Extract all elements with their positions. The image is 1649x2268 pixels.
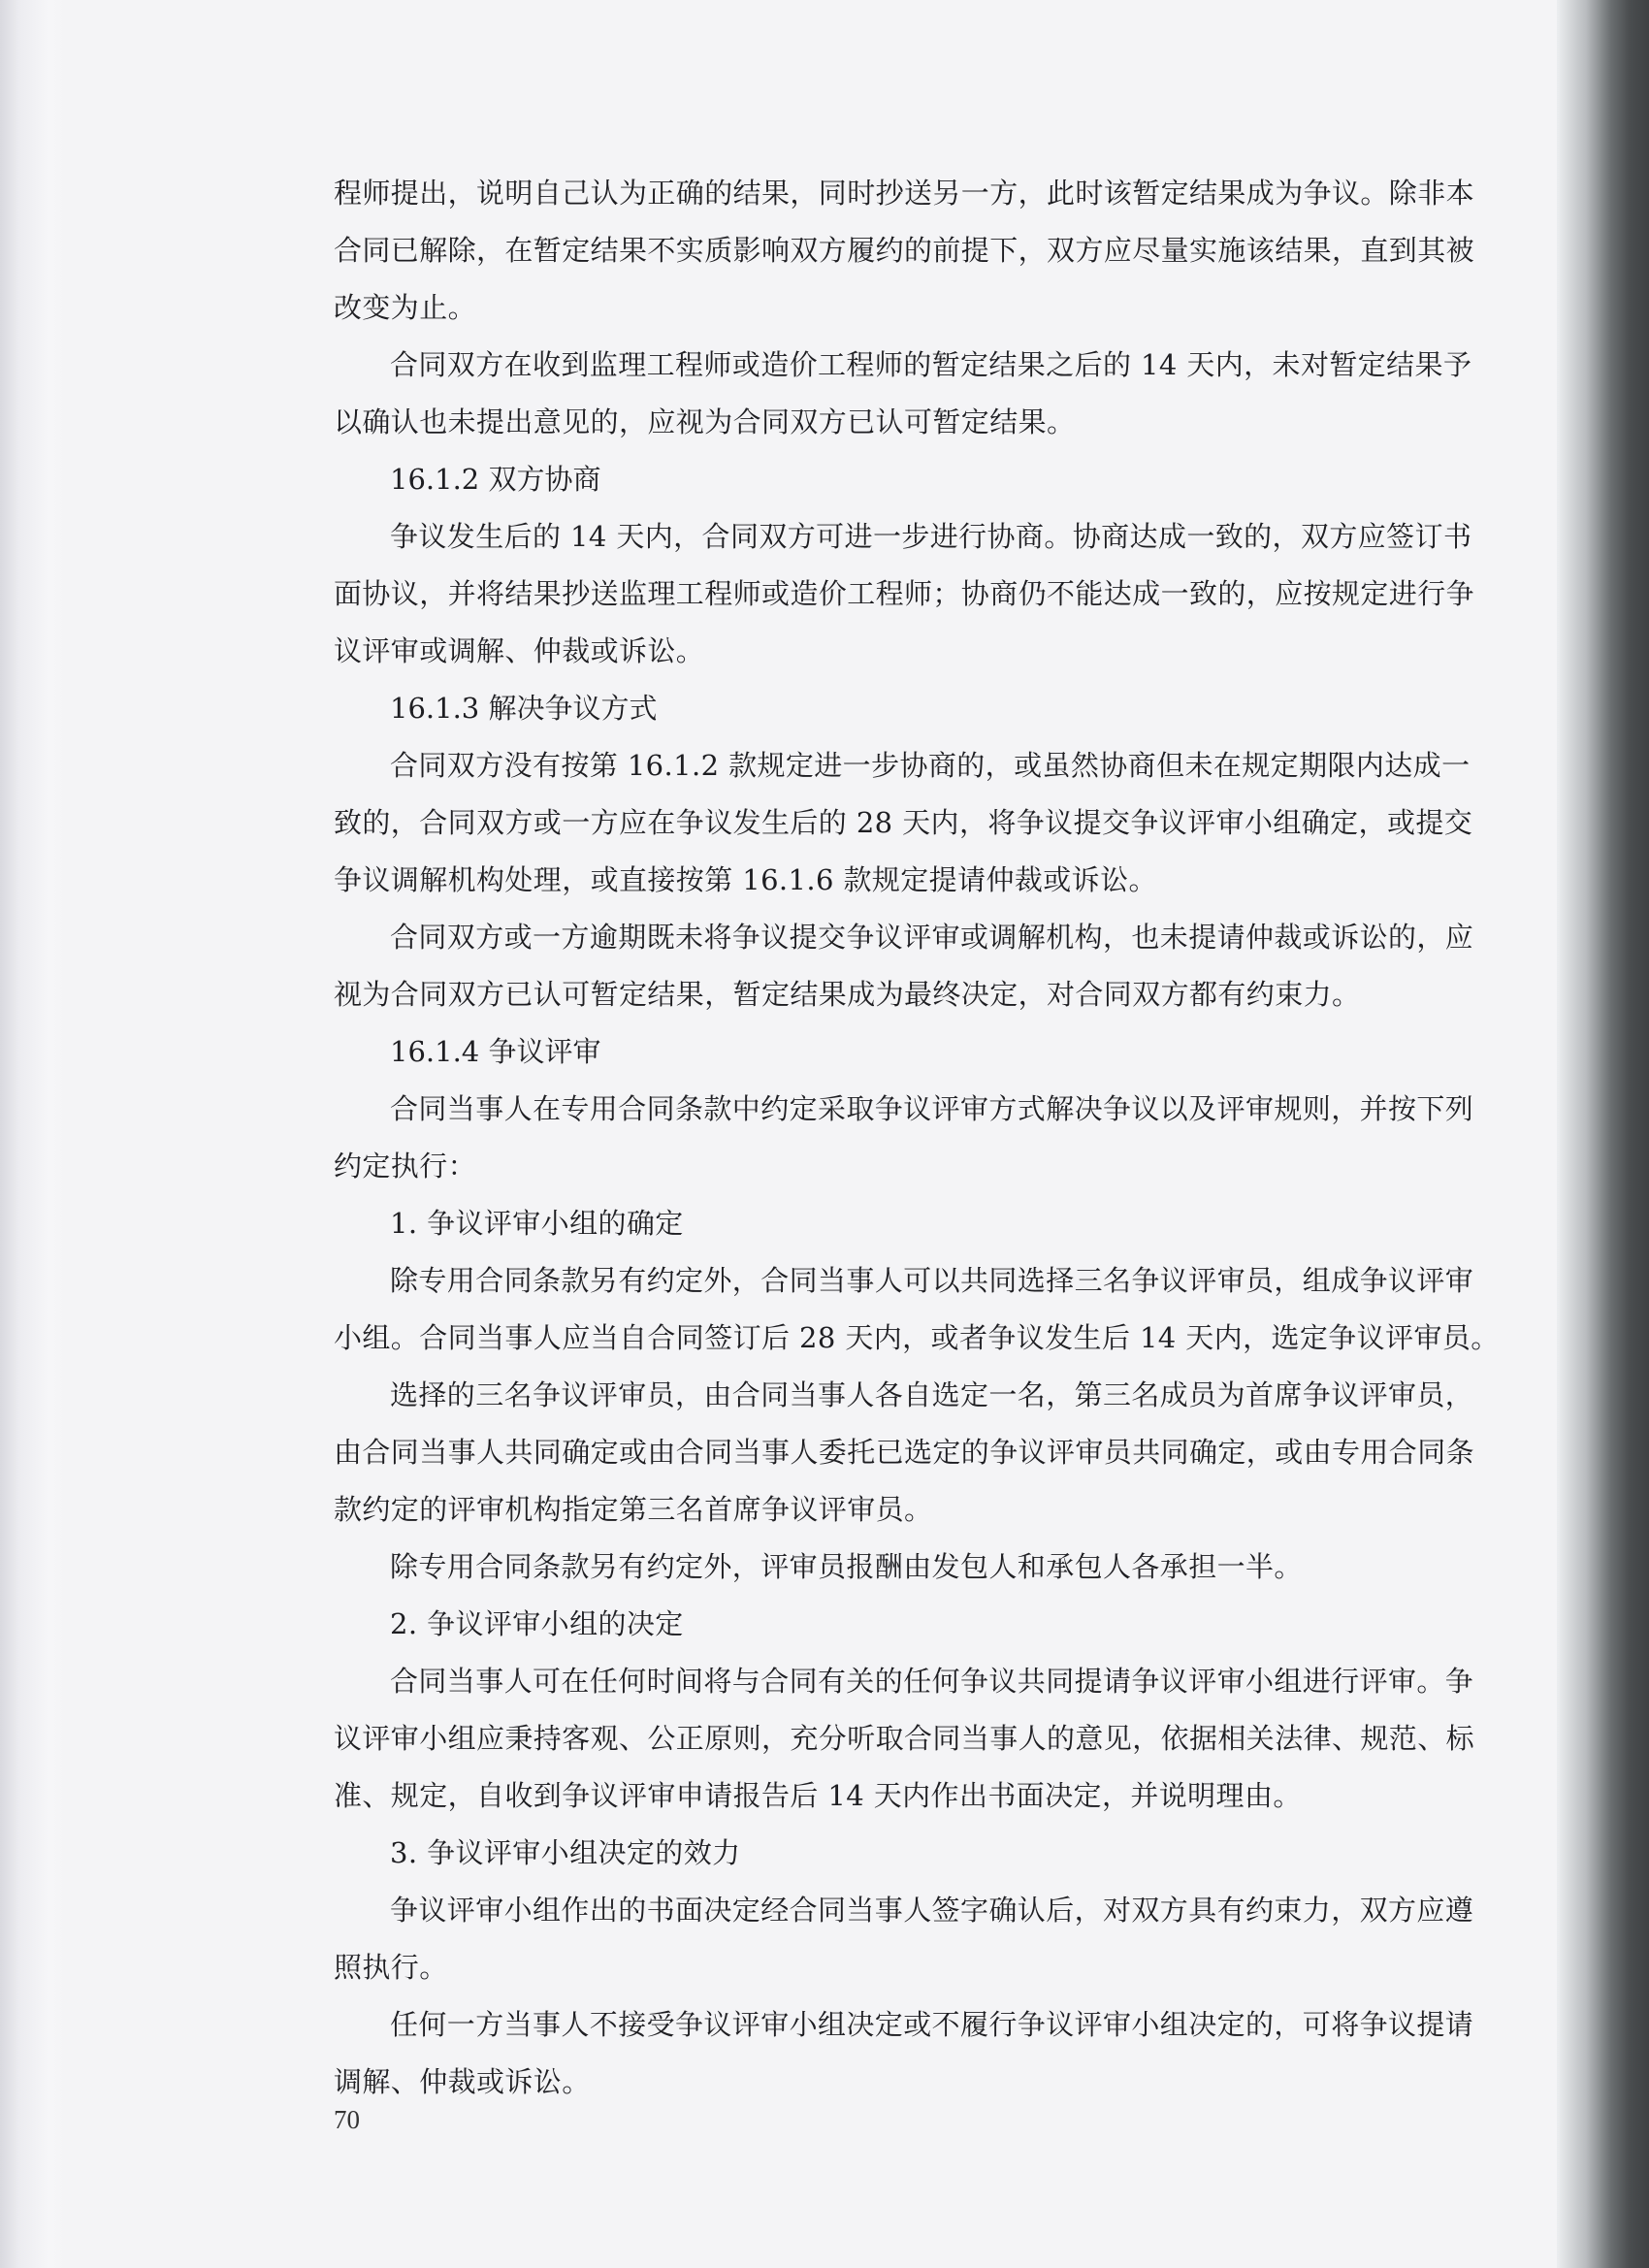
paragraph-line: 以确认也未提出意见的，应视为合同双方已认可暂定结果。 [334, 405, 1076, 438]
list-item-heading-3: 3. 争议评审小组决定的效力 [390, 1836, 741, 1869]
page-number: 70 [334, 2105, 360, 2134]
paragraph-line: 除专用合同条款另有约定外，合同当事人可以共同选择三名争议评审员，组成争议评审 [390, 1264, 1474, 1297]
paragraph-line: 争议调解机构处理，或直接按第 16.1.6 款规定提请仲裁或诉讼。 [334, 863, 1157, 896]
list-item-heading-1: 1. 争议评审小组的确定 [390, 1207, 684, 1240]
paragraph-line: 由合同当事人共同确定或由合同当事人委托已选定的争议评审员共同确定，或由专用合同条 [334, 1436, 1475, 1469]
paragraph-line: 合同当事人在专用合同条款中约定采取争议评审方式解决争议以及评审规则，并按下列 [390, 1092, 1474, 1125]
paragraph-line: 任何一方当事人不接受争议评审小组决定或不履行争议评审小组决定的，可将争议提请 [390, 2008, 1474, 2041]
scan-binding-shadow [1557, 0, 1649, 2268]
section-heading-16-1-4: 16.1.4 争议评审 [390, 1035, 601, 1068]
list-item-heading-2: 2. 争议评审小组的决定 [390, 1607, 684, 1640]
paragraph-line: 改变为止。 [334, 291, 477, 324]
paragraph-line: 合同双方在收到监理工程师或造价工程师的暂定结果之后的 14 天内，未对暂定结果予 [390, 348, 1472, 381]
document-body [334, 165, 1500, 2111]
paragraph-line: 合同双方没有按第 16.1.2 款规定进一步协商的，或虽然协商但未在规定期限内达成一 [390, 749, 1471, 782]
paragraph-line: 小组。合同当事人应当自合同签订后 28 天内，或者争议发生后 14 天内，选定争议评审员。 [334, 1321, 1500, 1354]
paragraph-line: 准、规定，自收到争议评审申请报告后 14 天内作出书面决定，并说明理由。 [334, 1779, 1302, 1812]
paragraph-line: 视为合同双方已认可暂定结果，暂定结果成为最终决定，对合同双方都有约束力。 [334, 978, 1361, 1011]
scan-left-edge [0, 0, 68, 2268]
paragraph-line: 致的，合同双方或一方应在争议发生后的 28 天内，将争议提交争议评审小组确定，或提交 [334, 806, 1473, 839]
paragraph-line: 争议发生后的 14 天内，合同双方可进一步进行协商。协商达成一致的，双方应签订书 [390, 520, 1472, 553]
paragraph-line: 照执行。 [334, 1951, 448, 1984]
paragraph-line: 调解、仲裁或诉讼。 [334, 2065, 591, 2098]
paragraph-line: 选择的三名争议评审员，由合同当事人各自选定一名，第三名成员为首席争议评审员， [390, 1378, 1474, 1411]
paragraph-line: 议评审或调解、仲裁或诉讼。 [334, 634, 705, 667]
paragraph-line: 约定执行： [334, 1150, 477, 1183]
section-heading-16-1-2: 16.1.2 双方协商 [390, 463, 601, 496]
paragraph-line: 议评审小组应秉持客观、公正原则，充分听取合同当事人的意见，依据相关法律、规范、标 [334, 1722, 1475, 1755]
paragraph-line: 合同双方或一方逾期既未将争议提交争议评审或调解机构，也未提请仲裁或诉讼的，应 [390, 921, 1474, 954]
paragraph-line: 合同已解除，在暂定结果不实质影响双方履约的前提下，双方应尽量实施该结果，直到其被 [334, 234, 1475, 267]
section-heading-16-1-3: 16.1.3 解决争议方式 [390, 692, 658, 725]
paragraph-line: 争议评审小组作出的书面决定经合同当事人签字确认后，对双方具有约束力，双方应遵 [390, 1894, 1474, 1927]
paragraph-line: 程师提出，说明自己认为正确的结果，同时抄送另一方，此时该暂定结果成为争议。除非本 [334, 177, 1475, 210]
paragraph-line: 除专用合同条款另有约定外，评审员报酬由发包人和承包人各承担一半。 [390, 1550, 1303, 1583]
paragraph-line: 面协议，并将结果抄送监理工程师或造价工程师；协商仍不能达成一致的，应按规定进行争 [334, 577, 1475, 610]
paragraph-line: 合同当事人可在任何时间将与合同有关的任何争议共同提请争议评审小组进行评审。争 [390, 1665, 1474, 1698]
paragraph-line: 款约定的评审机构指定第三名首席争议评审员。 [334, 1493, 933, 1526]
